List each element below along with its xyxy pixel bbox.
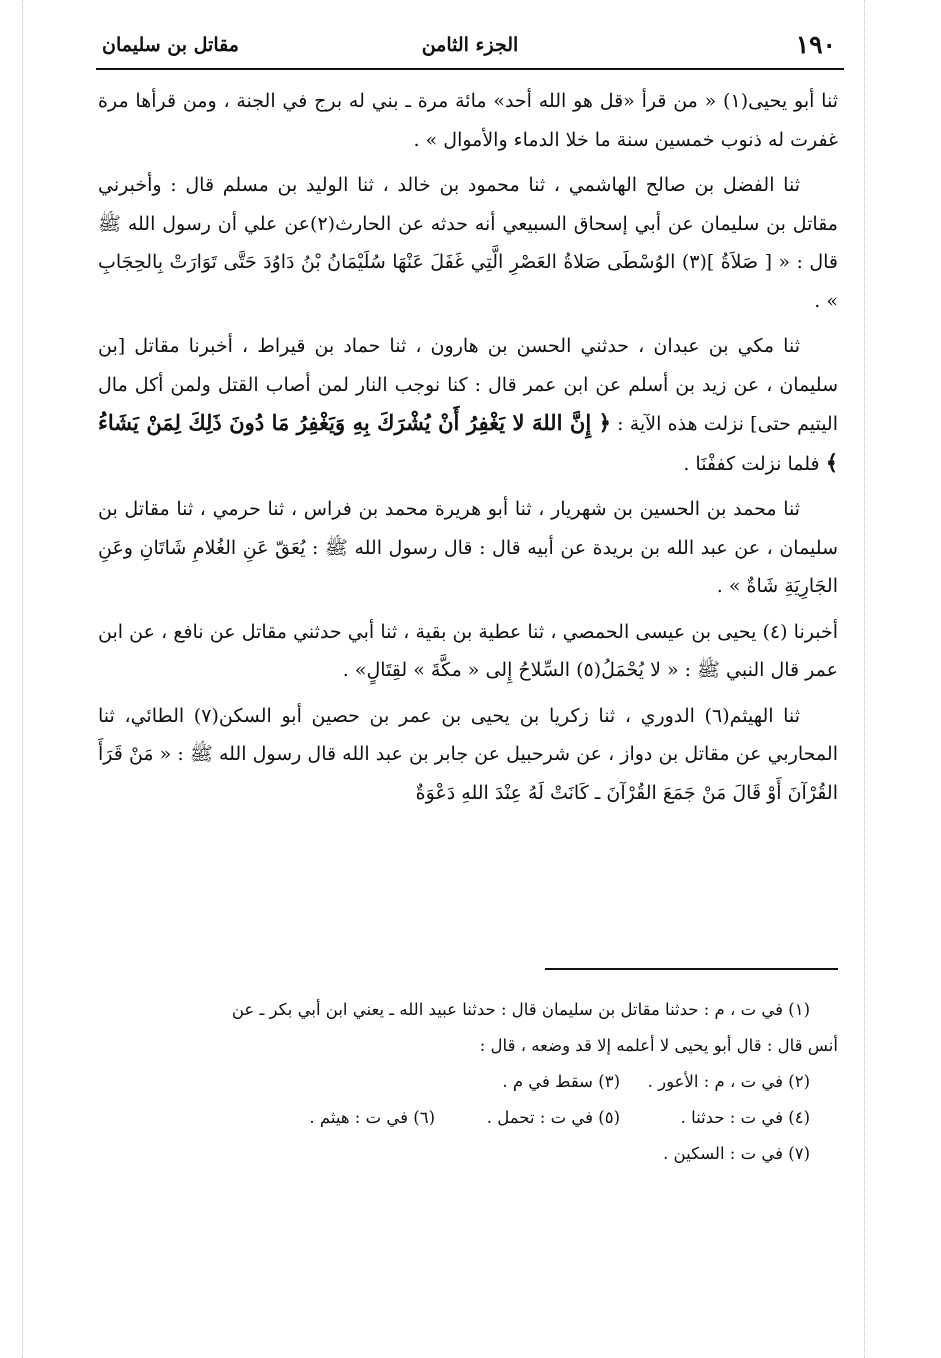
footnote-5: (٥) في ت : تحمل . (486, 1108, 620, 1127)
footnote-6: (٦) في ت : هيثم . (309, 1108, 435, 1127)
header-rule (96, 68, 844, 70)
paragraph-3-text: ثنا مكي بن عبدان ، حدثني الحسن بن هارون ، ثنا حماد بن قيراط ، أخبرنا مقاتل [بن سليمان ، عن زيد بن أسلم عن ابن عمر قال : كنا نوجب النار لمن أصاب القتل ولمن أكل مال اليتيم حتى] نزلت هذه الآية : (98, 335, 839, 435)
scan-guide-line-right (864, 0, 865, 1358)
paragraph-1: ثنا أبو يحيى(١) « من قرأ «قل هو الله أحد» مائة مرة ـ بني له برج في الجنة ، ومن قرأها مرة غفرت له ذنوب خمسين سنة ما خلا الدماء والأموال » . (98, 90, 838, 151)
quran-verse: ﴿ إِنَّ اللهَ لا يَغْفِرُ أَنْ يُشْرَكَ بِهِ وَيَغْفِرُ مَا دُونَ ذَلِكَ لِمَنْ يَشَاءُ ﴾ (98, 410, 838, 475)
footnote-2: (٢) في ت ، م : الأعور . (647, 1072, 810, 1091)
footnote-3: (٣) سقط في م . (502, 1072, 620, 1091)
footnote-1-line-2: أنس قال : قال أبو يحيى لا أعلمه إلا قد وضعه ، قال : (479, 1036, 838, 1055)
paragraph-3 (98, 327, 838, 483)
page-header (96, 26, 844, 66)
paragraph-3-end: فلما نزلت كففْنَا . (683, 452, 826, 475)
footnote-4: (٤) في ت : حدثنا . (680, 1108, 810, 1127)
paragraph-5: أخبرنا (٤) يحيى بن عيسى الحمصي ، ثنا عطية بن بقية ، ثنا أبي حدثني مقاتل عن نافع ، عن ابن عمر قال النبي ﷺ : « لا يُحْمَلُ(٥) السِّلاحُ إِلى « مكَّةَ » لقِتَالٍ» . (98, 620, 838, 681)
footnote-row-2-3 (98, 1064, 838, 1100)
paragraph-2: ثنا الفضل بن صالح الهاشمي ، ثنا محمود بن خالد ، ثنا الوليد بن مسلم قال : وأخبرني مقاتل بن سليمان عن أبي إسحاق السبيعي أنه حدثه عن الحارث(٢)عن علي أن رسول الله ﷺ قال : « [ صَلاَةُ ](٣) الوُسْطَى صَلاةُ العَصْرِ الَّتِي غَفَلَ عَنْهَا سُلَيْمَانُ بْنُ دَاوُدَ حَتَّى تَوَارَتْ بِالحِجَابِ » . (98, 174, 838, 312)
footnote-1-line-1: (١) في ت ، م : حدثنا مقاتل بن سليمان قال : حدثنا عبيد الله ـ يعني ابن أبي بكر ـ عن (231, 1000, 810, 1019)
footnote-row-4-6 (98, 1100, 838, 1136)
paragraph-4: ثنا محمد بن الحسين بن شهريار ، ثنا أبو هريرة محمد بن فراس ، ثنا حرمي ، ثنا مقاتل بن سليمان ، عن عبد الله بن بريدة عن أبيه قال : قال رسول الله ﷺ : يُعَقّ عَنِ الغُلامِ شَاتَانِ وعَنِ الجَارِيَةِ شَاةٌ » . (98, 498, 838, 597)
footnote-7: (٧) في ت : السكين . (663, 1144, 810, 1163)
part-label: الجزء الثامن (421, 34, 519, 56)
scan-guide-line-left (22, 0, 23, 1358)
footnotes (98, 992, 838, 1172)
page-number: ١٩٠ (795, 30, 836, 59)
footnote-rule (545, 968, 838, 970)
paragraph-6: ثنا الهيثم(٦) الدوري ، ثنا زكريا بن يحيى بن عمر بن حصين أبو السكن(٧) الطائي، ثنا المحاربي عن مقاتل بن دواز ، عن شرحبيل عن جابر بن عبد الله قال رسول الله ﷺ : « مَنْ قَرَأَ القُرْآنَ أَوْ قَالَ مَنْ جَمَعَ القُرْآنَ ـ كَانَتْ لَهُ عِنْدَ اللهِ دَعْوَةٌ (98, 704, 838, 804)
main-text (98, 82, 838, 819)
book-title: مقاتل بن سليمان (102, 34, 239, 56)
